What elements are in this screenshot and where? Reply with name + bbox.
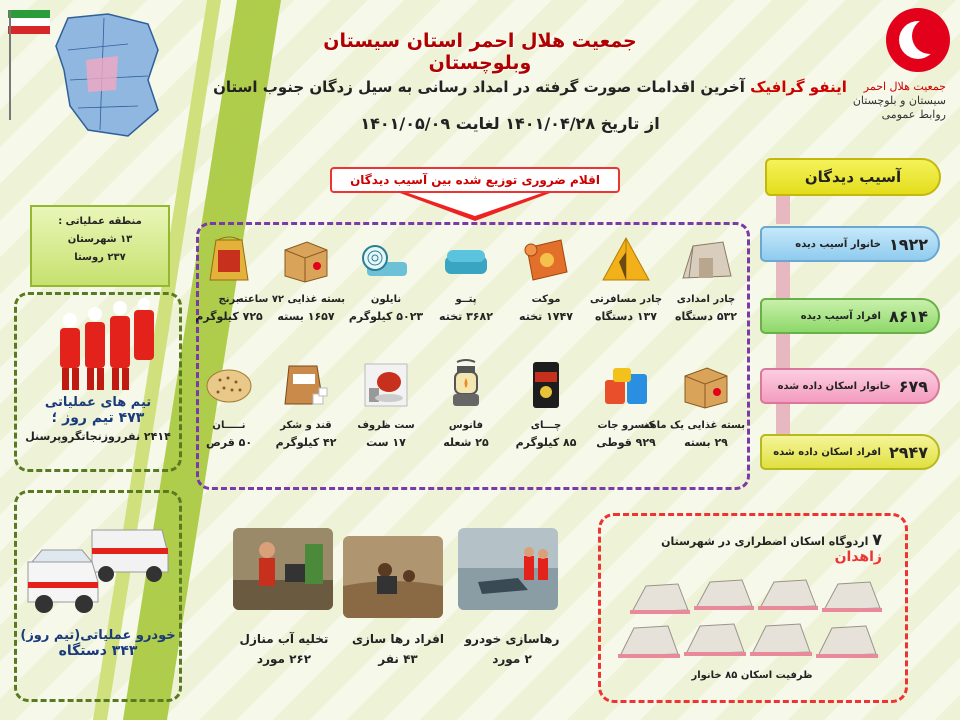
teams-staff: ۲۴۱۴ نفرروزنجاتگروپرسنل [25, 430, 171, 443]
banner-arrow-inner [408, 193, 542, 216]
rescue-water-drainage [224, 632, 344, 666]
vehicles-count: ۳۴۳ دستگاه [58, 643, 138, 659]
food-box-icon [679, 358, 733, 412]
stat-stem [776, 262, 790, 298]
dish-set-icon [359, 358, 413, 412]
stat-families-sheltered [760, 368, 940, 404]
zone-title: منطقه عملیاتی : [58, 216, 142, 227]
org-line3: روابط عمومی [881, 108, 946, 121]
org-line1: جمعیت هلال احمر [863, 80, 946, 93]
logo-cut [912, 18, 948, 54]
item-carpet [507, 232, 585, 323]
item-rice [190, 232, 268, 323]
nylon-roll-icon [359, 232, 413, 286]
item-name: ست ظروف [357, 420, 415, 431]
stat-label: خانوار اسکان داده شده [777, 380, 891, 392]
item-qty: ۱۳۷ دستگاه [595, 310, 657, 323]
rescue-team-illustration [50, 298, 160, 393]
rescue-value: ۲ مورد [492, 652, 532, 666]
camp-city: زاهدان [834, 549, 882, 565]
subtitle-highlight: اینفو گرافیک [750, 78, 847, 96]
cans-icon [599, 358, 653, 412]
item-qty: ۲۵ شعله [443, 436, 489, 449]
stat-stem [776, 334, 790, 368]
org-line2: سیستان و بلوچستان [852, 94, 946, 107]
item-name: بسته غذایی یک ماهه [643, 420, 745, 431]
rescue-title: رهاسازی خودرو [464, 632, 560, 646]
date-range: از تاریخ ۱۴۰۱/۰۴/۲۸ لغایت ۱۴۰۱/۰۵/۰۹ [360, 114, 660, 133]
stat-label: خانوار آسیب دیده [795, 238, 881, 250]
item-qty: ۱۶۵۷ بسته [277, 310, 335, 323]
item-nylon [347, 232, 425, 323]
stat-number: ۱۹۲۲ [888, 234, 928, 254]
item-qty: ۵۰۲۳ کیلوگرم [348, 310, 424, 323]
rescue-value: ۲۶۲ مورد [256, 652, 312, 666]
item-qty: ۸۵ کیلوگرم [515, 436, 577, 449]
rescue-title: افراد رها سازی [351, 632, 444, 646]
zone-counties: ۱۳ شهرستان [67, 234, 133, 245]
zone-villages: ۲۳۷ روستا [74, 252, 126, 263]
camping-tent-icon [599, 232, 653, 286]
stats-title: آسیب دیدگان [765, 158, 941, 196]
item-qty: ۹۲۹ قوطی [596, 436, 656, 449]
item-qty: ۵۳۲ دستگاه [675, 310, 737, 323]
item-qty: ۱۷۴۷ تخته [519, 310, 573, 323]
item-name: برنج [218, 294, 240, 305]
item-name: چادر امدادی [676, 294, 736, 305]
item-canned [587, 358, 665, 449]
item-qty: ۲۹ بسته [684, 436, 728, 449]
page-title: جمعیت هلال احمر استان سیستان وبلوچستان [323, 30, 637, 74]
item-name: بسته غذایی ۷۲ ساعته [237, 294, 345, 305]
food-box-icon [279, 232, 333, 286]
stat-number: ۸۶۱۴ [888, 306, 928, 326]
photo-vehicle-rescue [458, 528, 558, 610]
item-blanket [427, 232, 505, 323]
item-name: موکت [531, 294, 561, 305]
carpet-icon [519, 232, 573, 286]
stat-families-affected [760, 226, 940, 262]
rice-bag-icon [202, 232, 256, 286]
item-qty: ۷۲۵ کیلوگرم [195, 310, 263, 323]
items-banner: اقلام ضروری توزیع شده بین آسیب دیدگان [330, 167, 620, 193]
stat-label: افراد آسیب دیده [800, 310, 881, 322]
tea-pack-icon [519, 358, 573, 412]
bread-icon [202, 358, 256, 412]
stat-stem [776, 196, 790, 224]
camp-text: اردوگاه اسکان اضطراری در شهرستان [661, 535, 869, 548]
item-qty: ۳۶۸۲ تخته [439, 310, 493, 323]
vehicles-title: خودرو عملیاتی(تیم روز) [20, 628, 176, 643]
item-tea [507, 358, 585, 449]
teams-text [14, 395, 182, 443]
stat-stem [776, 404, 790, 434]
ambulance-illustration [22, 510, 172, 620]
item-name: فانوس [448, 420, 484, 431]
page-subtitle [200, 78, 860, 96]
item-name: چـــای [530, 420, 562, 431]
stat-number: ۲۹۴۷ [888, 442, 928, 462]
teams-title: تیم های عملیاتی [44, 395, 152, 410]
photo-people-rescue [343, 536, 443, 618]
item-qty: ۵۰ قرص [205, 436, 253, 449]
stat-people-sheltered [760, 434, 940, 470]
operational-zone [30, 205, 170, 287]
stat-number: ۶۷۹ [898, 376, 928, 396]
rescue-vehicles [452, 632, 572, 666]
stat-label: افراد اسکان داده شده [773, 446, 881, 458]
item-name: نایلون [370, 294, 402, 305]
rescue-title: تخلیه آب منازل [239, 632, 329, 646]
province-map [8, 10, 168, 140]
camp-heading [612, 530, 882, 565]
teams-count: ۴۷۳ تیم روز ؛ [51, 410, 145, 426]
item-food-72h [237, 232, 345, 323]
tent-icon [679, 232, 733, 286]
vehicles-text [14, 628, 182, 659]
photo-water-drainage [233, 528, 333, 610]
camp-tents-illustration [612, 568, 892, 664]
item-name: قند و شکر [280, 420, 332, 431]
subtitle-rest: آخرین اقدامات صورت گرفته در امداد رسانی به سیل زدگان جنوب استان [213, 78, 745, 96]
item-qty: ۴۲ کیلوگرم [275, 436, 337, 449]
lantern-icon [439, 358, 493, 412]
item-sugar [267, 358, 345, 449]
rescue-value: ۴۳ نفر [378, 652, 418, 666]
item-dish-set [347, 358, 425, 449]
sugar-icon [279, 358, 333, 412]
item-name: پتــو [455, 294, 477, 305]
stat-people-affected [760, 298, 940, 334]
item-lantern [427, 358, 505, 449]
item-food-monthly [643, 358, 745, 449]
item-name: کنسرو جات [597, 420, 655, 431]
item-travel-tent [587, 232, 665, 323]
item-relief-tent [667, 232, 745, 323]
rescue-people [338, 632, 458, 666]
camp-capacity: ظرفیت اسکان ۸۵ خانوار [691, 670, 813, 681]
item-name: نـــــان [212, 420, 246, 431]
item-name: چادر مسافرتی [589, 294, 663, 305]
item-bread [190, 358, 268, 449]
camp-number: ۷ [872, 530, 882, 549]
blanket-icon [439, 232, 493, 286]
item-qty: ۱۷ ست [366, 436, 406, 449]
